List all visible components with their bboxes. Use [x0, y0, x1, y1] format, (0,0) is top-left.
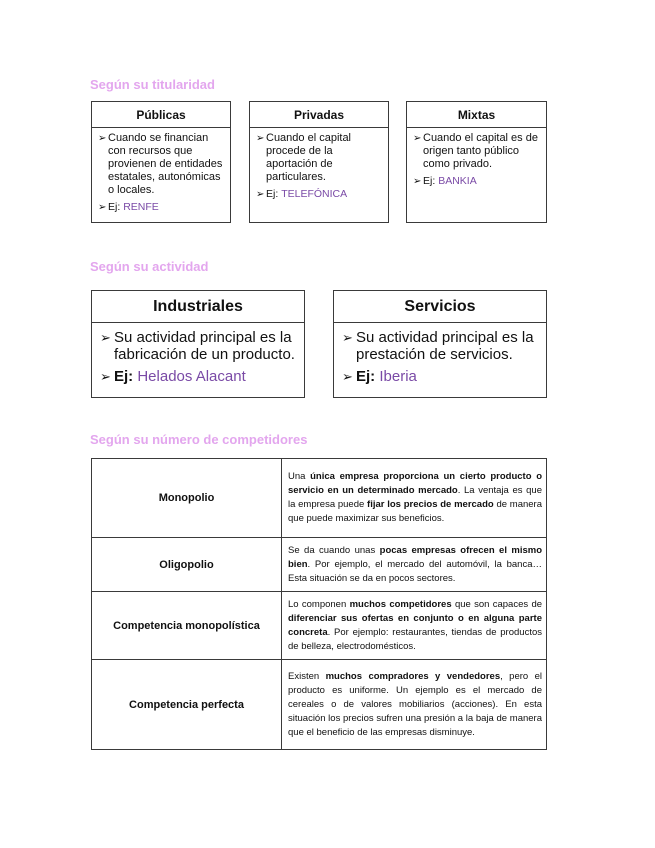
bold-text-run: muchos compradores y vendedores: [325, 670, 501, 682]
example-label: Ej:: [356, 368, 376, 385]
market-description: [282, 660, 547, 750]
box-description: Cuando el capital procede de la aportación de particulares.: [266, 132, 352, 183]
box-description: Cuando el capital es de origen tanto público como privado.: [423, 132, 538, 170]
text-run: Una: [288, 471, 311, 482]
text-run: Se da cuando unas: [288, 544, 380, 556]
arrow-bullet-icon: ➢: [98, 202, 107, 213]
table-row: [92, 592, 547, 660]
example-label: Ej:: [108, 201, 121, 213]
market-description: [282, 538, 547, 592]
example-value: Helados Alacant: [137, 368, 246, 385]
arrow-bullet-icon: ➢: [413, 176, 422, 187]
box-title: Privadas: [250, 102, 388, 128]
bold-text-run: pocas empresas ofrecen el mismo bien: [288, 544, 542, 570]
box-title: Industriales: [92, 291, 304, 323]
bold-text-run: fijar los precios de mercado: [367, 499, 494, 510]
table-row: [92, 538, 547, 592]
market-type: Oligopolio: [92, 538, 282, 592]
example-value: TELEFÓNICA: [281, 188, 348, 200]
box-industriales: [91, 290, 305, 398]
bold-text-run: diferenciar sus ofertas en conjunto o en alguna parte concreta: [288, 612, 542, 638]
box-title: Públicas: [92, 102, 230, 128]
competitors-table: [91, 458, 547, 750]
section-heading-competidores: Según su número de competidores: [90, 432, 308, 447]
example-value: RENFE: [123, 201, 159, 213]
market-type: Competencia perfecta: [92, 660, 282, 750]
market-type: Monopolio: [92, 459, 282, 538]
market-type: Competencia monopolística: [92, 592, 282, 660]
box-description: Su actividad principal es la prestación de servicios.: [356, 329, 534, 363]
text-run: . Por ejemplo, el mercado del automóvil, la banca… Esta situación se da en pocos sectores.: [288, 558, 542, 584]
market-description: [282, 459, 547, 538]
box-publicas: [91, 101, 231, 223]
text-run: Existen: [288, 670, 326, 682]
table-row: [92, 660, 547, 750]
arrow-bullet-icon: ➢: [98, 133, 107, 144]
arrow-bullet-icon: ➢: [256, 133, 265, 144]
box-description: Cuando se financian con recursos que provienen de entidades estatales, autonómicas o locales.: [108, 132, 223, 196]
bold-text-run: única empresa proporciona un cierto producto o servicio en un determinado mercado: [288, 471, 542, 496]
example-value: Iberia: [379, 368, 417, 385]
arrow-bullet-icon: ➢: [100, 330, 111, 345]
arrow-bullet-icon: ➢: [342, 369, 353, 384]
market-description: [282, 592, 547, 660]
box-description: Su actividad principal es la fabricación de un producto.: [114, 329, 295, 363]
box-title: Servicios: [334, 291, 546, 323]
box-servicios: [333, 290, 547, 398]
text-run: . Por ejemplo: restaurantes, tiendas de productos de belleza, electrodomésticos.: [288, 626, 542, 652]
section-heading-titularidad: Según su titularidad: [90, 77, 215, 92]
example-label: Ej:: [423, 175, 436, 187]
text-run: Lo componen: [288, 598, 350, 610]
arrow-bullet-icon: ➢: [342, 330, 353, 345]
section-heading-actividad: Según su actividad: [90, 259, 209, 274]
box-privadas: [249, 101, 389, 223]
text-run: de manera que puede maximizar sus beneficios.: [288, 499, 542, 524]
text-run: , pero el producto es uniforme. Un ejemplo es el mercado de cereales o de valores mobiliarios (acciones). En esta situación los precios sufren una presión a la baja de manera que el beneficio de las empresas disminuye.: [288, 670, 543, 738]
arrow-bullet-icon: ➢: [100, 369, 111, 384]
table-row: [92, 459, 547, 538]
example-label: Ej:: [114, 368, 134, 385]
bold-text-run: muchos competidores: [349, 598, 452, 610]
box-mixtas: [406, 101, 547, 223]
example-label: Ej:: [266, 188, 279, 200]
box-title: Mixtas: [407, 102, 546, 128]
arrow-bullet-icon: ➢: [256, 189, 265, 200]
text-run: que son capaces de: [451, 598, 543, 610]
text-run: . La ventaja es que la empresa puede: [288, 485, 542, 510]
arrow-bullet-icon: ➢: [413, 133, 422, 144]
example-value: BANKIA: [438, 175, 477, 187]
